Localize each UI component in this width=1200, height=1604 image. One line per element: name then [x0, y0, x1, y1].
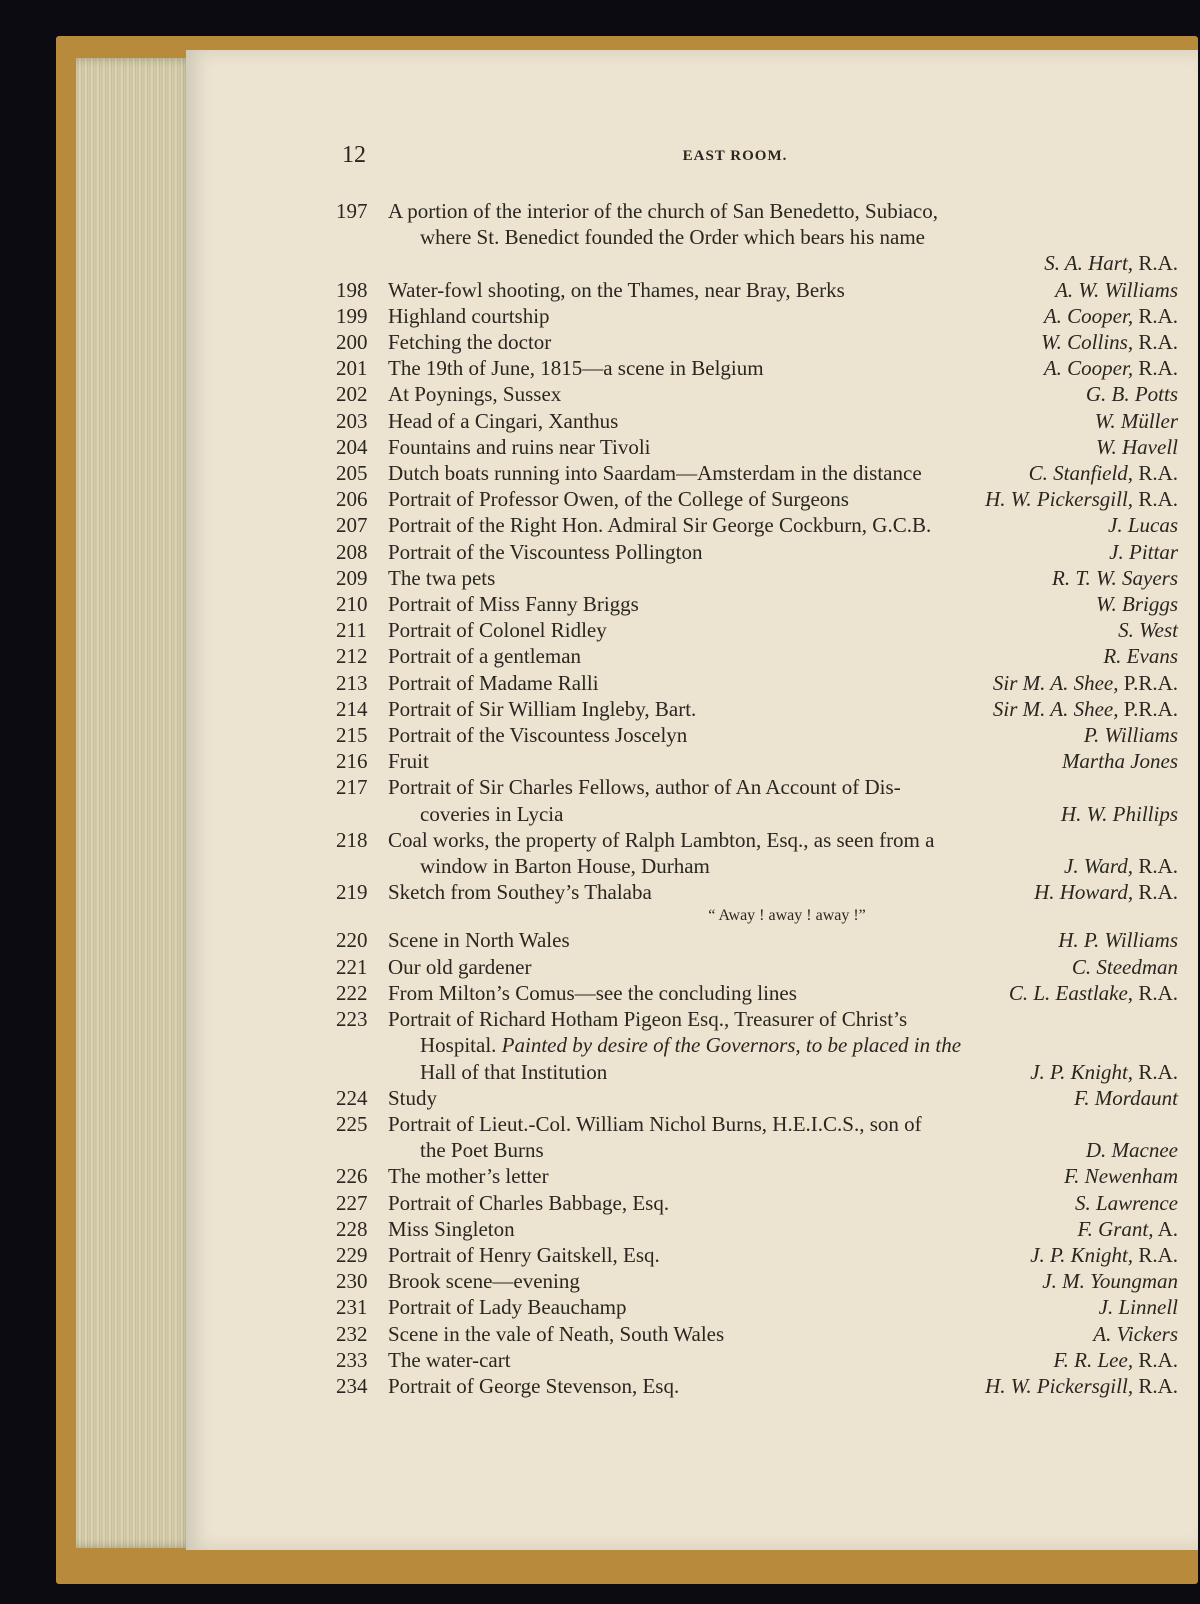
catalogue-title: Sketch from Southey’s Thalaba [388, 880, 652, 905]
entry-line [336, 980, 1178, 1006]
entry-line [336, 954, 1178, 980]
catalogue-artist [1075, 1190, 1178, 1216]
catalogue-title: Portrait of Professor Owen, of the College of Surgeons [388, 487, 849, 512]
entry-line [336, 1085, 1178, 1111]
entry-continuation: coveries in Lycia [420, 801, 564, 826]
artist-honour: R.A. [1138, 303, 1178, 328]
catalogue-title: The water-cart [388, 1347, 511, 1372]
catalogue-title: Miss Singleton [388, 1216, 515, 1241]
catalogue-title: At Poynings, Sussex [388, 382, 562, 407]
catalogue-title: Coal works, the property of Ralph Lambton, Esq., as seen from a [388, 827, 935, 852]
artist-name: Sir M. A. Shee, [992, 670, 1119, 695]
artist-name: H. W. Phillips [1060, 801, 1178, 826]
artist-name: A. Vickers [1093, 1321, 1179, 1346]
catalogue-artist [1061, 801, 1178, 827]
artist-name: H. W. Pickersgill, [985, 1373, 1134, 1398]
catalogue-artist [1096, 434, 1178, 460]
catalogue-artist [1041, 329, 1178, 355]
catalogue-number: 230 [336, 1269, 368, 1294]
page-edges [76, 58, 194, 1548]
artist-name: G. B. Potts [1085, 382, 1179, 407]
catalogue-number: 223 [336, 1007, 368, 1032]
artist-name: Sir M. A. Shee, [992, 696, 1119, 721]
catalogue-title: The mother’s letter [388, 1164, 549, 1189]
catalogue-title: Portrait of the Viscountess Pollington [388, 539, 703, 564]
catalogue-entry [336, 198, 1178, 277]
entry-line [336, 643, 1178, 669]
entry-line [336, 801, 1178, 827]
catalogue-title: Portrait of Sir Charles Fellows, author of An Account of Dis- [388, 775, 901, 800]
entry-line [336, 1190, 1178, 1216]
catalogue-number: 227 [336, 1190, 368, 1215]
catalogue-artist [993, 670, 1178, 696]
entry-line [336, 1347, 1178, 1373]
catalogue-artist [1118, 617, 1178, 643]
catalogue-number: 197 [336, 199, 368, 223]
catalogue-entry [336, 927, 1178, 953]
artist-honour: A. [1157, 1216, 1179, 1241]
artist-name: W. Havell [1095, 434, 1178, 459]
artist-honour: R.A. [1138, 487, 1178, 512]
catalogue-artist [1034, 879, 1178, 905]
catalogue-entry [336, 1268, 1178, 1294]
artist-name: F. Grant, [1077, 1216, 1154, 1241]
catalogue-number: 216 [336, 749, 368, 774]
entry-line [336, 198, 1178, 224]
entry-line [336, 408, 1178, 434]
catalogue-entry [336, 486, 1178, 512]
catalogue-entry [336, 1347, 1178, 1373]
catalogue-artist [985, 1373, 1178, 1399]
catalogue-number: 213 [336, 670, 368, 695]
catalogue-title: Portrait of the Viscountess Joscelyn [388, 723, 688, 748]
catalogue-title: Portrait of Lieut.-Col. William Nichol Burns, H.E.I.C.S., son of [388, 1111, 922, 1136]
catalogue-title: Study [388, 1085, 438, 1110]
artist-name: J. P. Knight, [1030, 1242, 1134, 1267]
catalogue-artist [1084, 722, 1178, 748]
catalogue-artist [1044, 355, 1178, 381]
catalogue-title: Portrait of Sir William Ingleby, Bart. [388, 696, 697, 721]
artist-name: H. Howard, [1034, 880, 1134, 905]
catalogue-artist [1103, 643, 1178, 669]
entry-line [336, 277, 1178, 303]
catalogue-number: 233 [336, 1347, 368, 1372]
catalogue-title: Head of a Cingari, Xanthus [388, 408, 619, 433]
entry-line [336, 1321, 1178, 1347]
catalogue-title: Highland courtship [388, 303, 550, 328]
continuation-italic: Painted by desire of the Governors, to be placed in the [501, 1033, 962, 1058]
catalogue-number: 220 [336, 928, 368, 953]
artist-name: J. Ward, [1064, 854, 1134, 879]
entry-line [336, 1373, 1178, 1399]
catalogue-number: 226 [336, 1164, 368, 1189]
page-header [342, 142, 1188, 176]
catalogue-entry [336, 591, 1178, 617]
catalogue-entry [336, 539, 1178, 565]
entry-line [336, 250, 1178, 276]
continuation-plain: Hospital. [420, 1033, 497, 1058]
entry-line [336, 1294, 1178, 1320]
catalogue-artist [1058, 927, 1178, 953]
artist-name: A. Cooper, [1043, 356, 1134, 381]
entry-line [336, 303, 1178, 329]
artist-name: J. P. Knight, [1030, 1059, 1134, 1084]
catalogue-number: 234 [336, 1373, 368, 1398]
catalogue-artist [1030, 1242, 1178, 1268]
artist-honour: R.A. [1138, 980, 1178, 1005]
entry-line [336, 1006, 1178, 1032]
entry-line [336, 774, 1178, 800]
catalogue-number: 200 [336, 330, 368, 355]
artist-name: W. Müller [1094, 408, 1178, 433]
catalogue-entry [336, 460, 1178, 486]
catalogue-title: Portrait of a gentleman [388, 644, 582, 669]
catalogue-number: 228 [336, 1216, 368, 1241]
entry-line [336, 565, 1178, 591]
catalogue-number: 209 [336, 565, 368, 590]
catalogue-title: The twa pets [388, 565, 496, 590]
entry-continuation: where St. Benedict founded the Order which bears his name [420, 225, 926, 250]
catalogue-number: 212 [336, 644, 368, 669]
artist-name: H. W. Pickersgill, [985, 487, 1134, 512]
entry-line [336, 434, 1178, 460]
page-number: 12 [342, 142, 366, 168]
catalogue-number: 217 [336, 775, 368, 800]
catalogue-entry [336, 617, 1178, 643]
artist-honour: R.A. [1138, 330, 1179, 355]
artist-name: S. A. Hart, [1044, 251, 1134, 276]
artist-name: F. Mordaunt [1074, 1085, 1179, 1110]
catalogue-artist [1064, 853, 1178, 879]
catalogue-entry [336, 1190, 1178, 1216]
running-head: EAST ROOM. [682, 148, 788, 164]
catalogue-entry [336, 1321, 1178, 1347]
catalogue-title: Our old gardener [388, 954, 532, 979]
artist-honour: R.A. [1138, 1373, 1179, 1398]
catalogue-entry [336, 879, 1178, 927]
artist-name: S. West [1118, 618, 1179, 643]
entry-line [336, 1216, 1178, 1242]
entry-line [336, 879, 1178, 905]
catalogue-title: Portrait of Richard Hotham Pigeon Esq., Treasurer of Christ’s [388, 1007, 908, 1032]
catalogue-title: Dutch boats running into Saardam—Amsterdam in the distance [388, 461, 922, 486]
catalogue-title: Scene in North Wales [388, 928, 570, 953]
entry-line [336, 1137, 1178, 1163]
catalogue-title: Portrait of Charles Babbage, Esq. [388, 1190, 670, 1215]
entry-line [336, 512, 1178, 538]
catalogue-number: 207 [336, 513, 368, 538]
entry-continuation: Hall of that Institution [420, 1059, 608, 1084]
catalogue-number: 211 [336, 618, 367, 643]
catalogue-number: 222 [336, 980, 368, 1005]
artist-name: A. W. Williams [1055, 277, 1179, 302]
catalogue-artist [1044, 250, 1178, 276]
entry-line [336, 1242, 1178, 1268]
artist-name: F. R. Lee, [1053, 1347, 1134, 1372]
entry-line [336, 460, 1178, 486]
catalogue-title: Portrait of the Right Hon. Admiral Sir George Cockburn, G.C.B. [388, 513, 932, 538]
catalogue-number: 225 [336, 1111, 368, 1136]
catalogue-artist [1109, 539, 1178, 565]
entry-quote: “ Away ! away ! away !” [708, 907, 866, 925]
entry-line [336, 329, 1178, 355]
artist-name: A. Cooper, [1043, 303, 1134, 328]
catalogue-entry [336, 980, 1178, 1006]
artist-name: W. Briggs [1095, 592, 1179, 617]
artist-name: C. Steedman [1071, 954, 1179, 979]
entry-line [336, 486, 1178, 512]
catalogue-artist [1054, 1347, 1178, 1373]
catalogue-number: 231 [336, 1295, 368, 1320]
catalogue-entry [336, 748, 1178, 774]
catalogue-entry [336, 1216, 1178, 1242]
artist-name: J. Lucas [1108, 513, 1179, 538]
catalogue-entry [336, 1111, 1178, 1163]
artist-name: J. M. Youngman [1042, 1269, 1179, 1294]
catalogue-artist [1096, 591, 1178, 617]
catalogue-title: Fruit [388, 749, 429, 774]
artist-name: D. Macnee [1085, 1138, 1178, 1163]
artist-honour: R.A. [1138, 880, 1179, 905]
entry-line [336, 381, 1178, 407]
artist-honour: R.A. [1138, 461, 1178, 486]
catalogue-title: Brook scene—evening [388, 1269, 580, 1294]
artist-honour: P.R.A. [1123, 696, 1178, 721]
artist-honour: R.A. [1138, 1242, 1178, 1267]
entry-continuation: window in Barton House, Durham [420, 854, 710, 879]
catalogue-entry [336, 512, 1178, 538]
artist-honour: R.A. [1138, 356, 1178, 381]
catalogue-artist [1108, 512, 1178, 538]
catalogue-title: Portrait of Madame Ralli [388, 670, 599, 695]
entry-line [336, 617, 1178, 643]
catalogue-title: Portrait of George Stevenson, Esq. [388, 1373, 680, 1398]
catalogue-number: 210 [336, 592, 368, 617]
artist-honour: P.R.A. [1123, 670, 1179, 695]
catalogue-title: A portion of the interior of the church of San Benedetto, Subiaco, [388, 199, 938, 223]
catalogue-artist [1074, 1085, 1178, 1111]
artist-name: R. T. W. Sayers [1052, 565, 1179, 590]
catalogue-entry [336, 1085, 1178, 1111]
catalogue-artist [1064, 1163, 1178, 1189]
catalogue-artist [1042, 1268, 1178, 1294]
catalogue-artist [1086, 381, 1178, 407]
artist-name: S. Lawrence [1074, 1190, 1178, 1215]
catalogue-entry [336, 303, 1178, 329]
catalogue-title: The 19th of June, 1815—a scene in Belgium [388, 356, 764, 381]
catalogue-number: 221 [336, 954, 368, 979]
catalogue-entry [336, 1242, 1178, 1268]
catalogue-entry [336, 277, 1178, 303]
catalogue-artist [1062, 748, 1178, 774]
catalogue-entry [336, 408, 1178, 434]
catalogue-entry [336, 565, 1178, 591]
catalogue-entry [336, 722, 1178, 748]
catalogue-artist [1044, 303, 1178, 329]
catalogue-number: 198 [336, 277, 368, 302]
catalogue-title: Fountains and ruins near Tivoli [388, 434, 651, 459]
entry-line [336, 927, 1178, 953]
artist-honour: R.A. [1138, 854, 1178, 879]
entry-line [336, 1111, 1178, 1137]
entry-line [336, 539, 1178, 565]
artist-name: J. Pittar [1109, 539, 1178, 564]
entry-line [336, 853, 1178, 879]
catalogue-entry [336, 355, 1178, 381]
catalogue-number: 208 [336, 539, 368, 564]
artist-name: F. Newenham [1064, 1164, 1179, 1189]
catalogue-artist [1052, 565, 1178, 591]
entry-line [336, 827, 1178, 853]
artist-name: H. P. Williams [1058, 928, 1178, 953]
entry-line [336, 1268, 1178, 1294]
catalogue-number: 201 [336, 356, 368, 381]
catalogue-artist [1009, 980, 1178, 1006]
catalogue-number: 205 [336, 461, 368, 486]
catalogue-entry [336, 643, 1178, 669]
artist-honour: R.A. [1138, 1059, 1178, 1084]
catalogue-title: Water-fowl shooting, on the Thames, near Bray, Berks [388, 277, 845, 302]
entry-line [336, 722, 1178, 748]
artist-honour: R.A. [1138, 251, 1178, 276]
entry-line [336, 591, 1178, 617]
catalogue-artist [1093, 1321, 1178, 1347]
catalogue-title: Portrait of Colonel Ridley [388, 618, 607, 643]
catalogue-artist [1030, 1059, 1178, 1085]
catalogue-artist [1029, 460, 1178, 486]
catalogue-entry [336, 381, 1178, 407]
catalogue-number: 203 [336, 408, 368, 433]
catalogue-number: 202 [336, 382, 368, 407]
catalogue-number: 229 [336, 1242, 368, 1267]
entry-line [336, 696, 1178, 722]
entry-line [336, 748, 1178, 774]
catalogue-title: Portrait of Lady Beauchamp [388, 1295, 627, 1320]
catalogue-entry [336, 329, 1178, 355]
catalogue-entry [336, 1294, 1178, 1320]
artist-name: C. L. Eastlake, [1008, 980, 1134, 1005]
artist-name: P. Williams [1083, 723, 1179, 748]
catalogue-artist [1072, 954, 1178, 980]
catalogue-artist [993, 696, 1178, 722]
entry-line [336, 355, 1178, 381]
artist-honour: R.A. [1138, 1347, 1179, 1372]
catalogue-number: 206 [336, 487, 368, 512]
catalogue-artist [985, 486, 1178, 512]
catalogue-artist [1099, 1294, 1178, 1320]
entry-continuation: the Poet Burns [420, 1138, 544, 1163]
catalogue-list [336, 198, 1178, 1399]
catalogue-number: 214 [336, 696, 368, 721]
catalogue-entry [336, 954, 1178, 980]
artist-name: J. Linnell [1098, 1295, 1178, 1320]
catalogue-entry [336, 827, 1178, 879]
catalogue-number: 224 [336, 1085, 368, 1110]
catalogue-entry [336, 1163, 1178, 1189]
catalogue-number: 204 [336, 434, 368, 459]
artist-name: R. Evans [1103, 644, 1178, 669]
catalogue-number: 215 [336, 723, 368, 748]
artist-name: Martha Jones [1061, 749, 1179, 774]
catalogue-number: 199 [336, 303, 368, 328]
catalogue-artist [1077, 1216, 1178, 1242]
catalogue-entry [336, 434, 1178, 460]
catalogue-title: From Milton’s Comus—see the concluding lines [388, 980, 797, 1005]
catalogue-entry [336, 670, 1178, 696]
entry-line [336, 1059, 1178, 1085]
artist-name: C. Stanfield, [1028, 461, 1134, 486]
catalogue-artist [1086, 1137, 1178, 1163]
catalogue-number: 232 [336, 1321, 368, 1346]
catalogue-title: Fetching the doctor [388, 330, 552, 355]
entry-continuation [336, 1032, 1178, 1058]
catalogue-entry [336, 1373, 1178, 1399]
catalogue-title: Scene in the vale of Neath, South Wales [388, 1321, 725, 1346]
catalogue-title: Portrait of Henry Gaitskell, Esq. [388, 1242, 660, 1267]
catalogue-artist [1055, 277, 1178, 303]
catalogue-artist [1095, 408, 1178, 434]
catalogue-entry [336, 1006, 1178, 1085]
entry-line [336, 1163, 1178, 1189]
artist-name: W. Collins, [1041, 330, 1134, 355]
catalogue-number: 218 [336, 827, 368, 852]
catalogue-entry [336, 774, 1178, 826]
catalogue-number: 219 [336, 880, 368, 905]
catalogue-entry [336, 696, 1178, 722]
catalogue-title: Portrait of Miss Fanny Briggs [388, 592, 639, 617]
entry-line [336, 670, 1178, 696]
